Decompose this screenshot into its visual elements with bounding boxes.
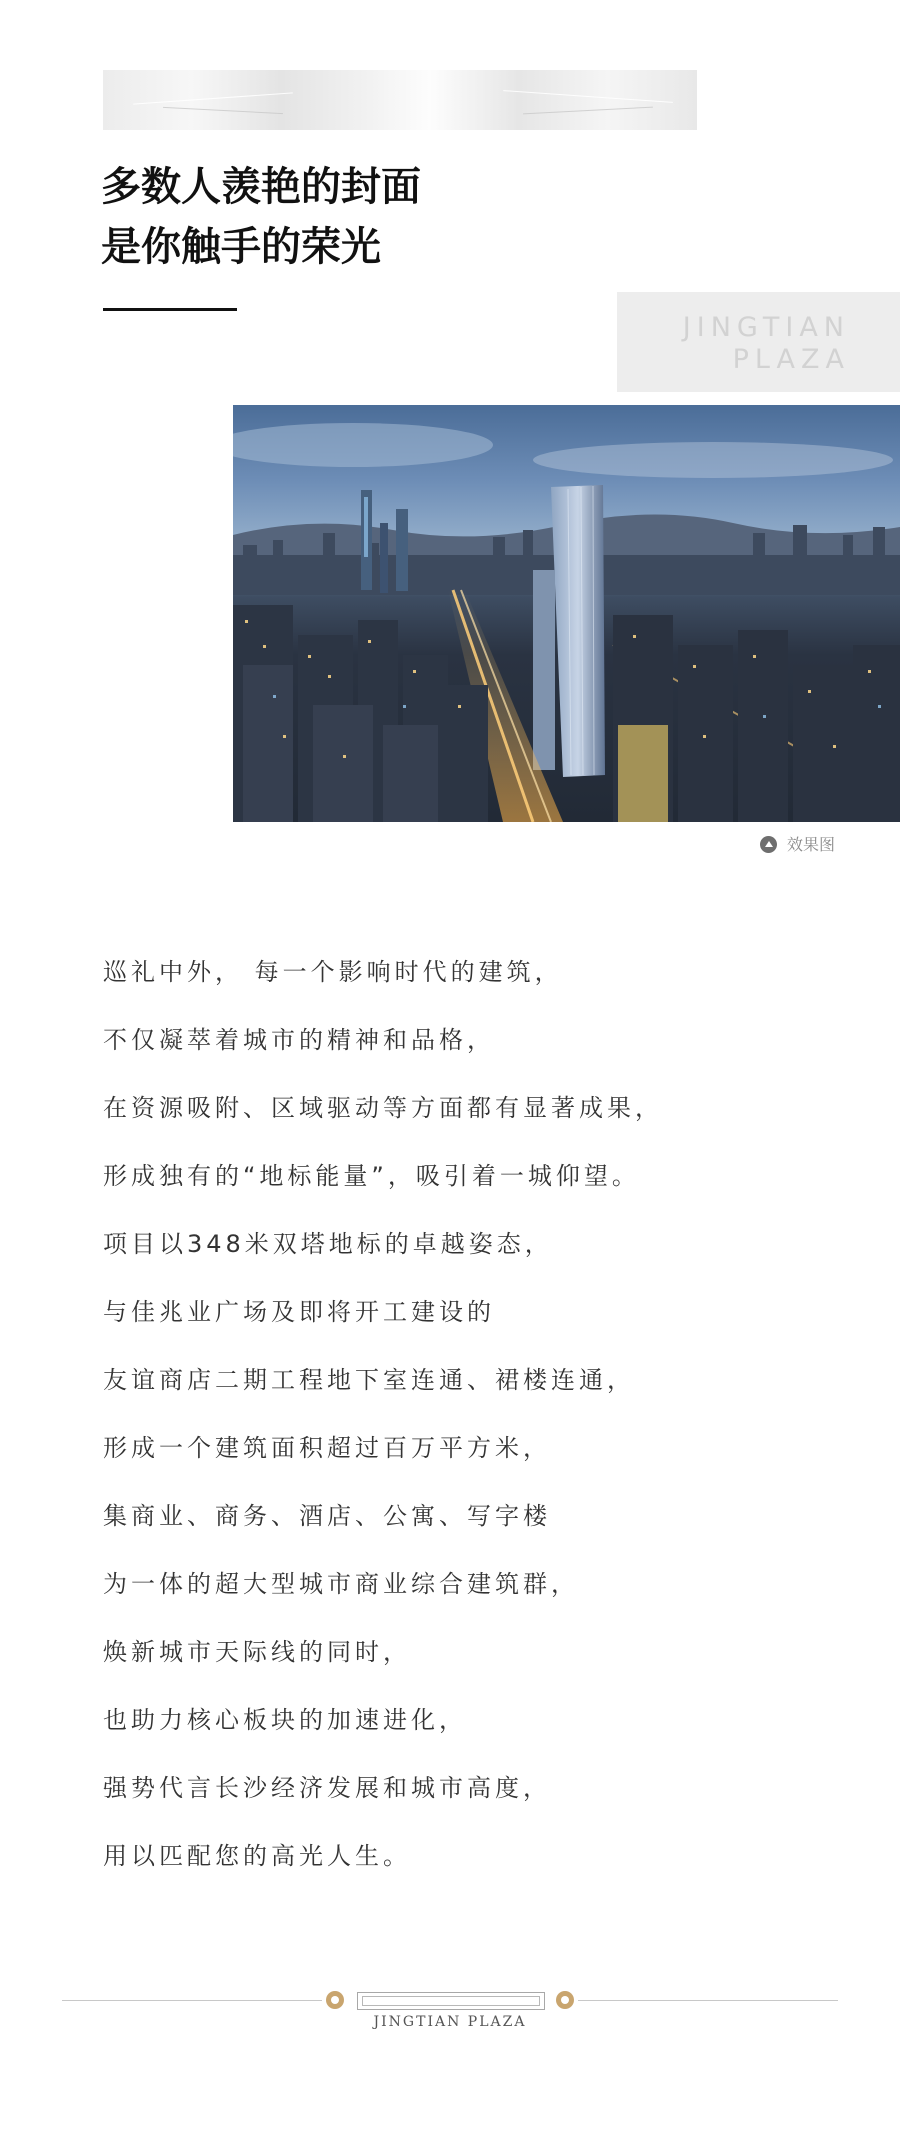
- footer-divider-left: [62, 2000, 322, 2001]
- body-line: 焕新城市天际线的同时，: [103, 1638, 411, 1666]
- footer-frame-ornament: [357, 1992, 545, 2010]
- body-line: 项目以348米双塔地标的卓越姿态，: [103, 1230, 553, 1258]
- brand-watermark: [617, 292, 900, 392]
- headline-line-2: 是你触手的荣光: [101, 224, 381, 270]
- brand-watermark-line-1: JINGTIAN: [682, 312, 850, 343]
- city-rendering-image: [233, 405, 900, 822]
- body-line: 形成一个建筑面积超过百万平方米，: [103, 1434, 551, 1462]
- footer-divider-right: [578, 2000, 838, 2001]
- body-line: 也助力核心板块的加速进化，: [103, 1706, 467, 1734]
- body-line: 强势代言长沙经济发展和城市高度，: [103, 1774, 551, 1802]
- image-caption-text: 效果图: [787, 835, 836, 854]
- body-line: 友谊商店二期工程地下室连通、裙楼连通，: [103, 1366, 635, 1394]
- title-underline: [103, 308, 237, 311]
- body-line: 用以匹配您的高光人生。: [103, 1842, 411, 1870]
- city-skyline-illustration: [233, 405, 900, 822]
- body-line: 不仅凝萃着城市的精神和品格，: [103, 1026, 495, 1054]
- body-line: 为一体的超大型城市商业综合建筑群，: [103, 1570, 579, 1598]
- body-line: 形成独有的“地标能量”，吸引着一城仰望。: [103, 1162, 640, 1190]
- triangle-icon: [760, 836, 777, 853]
- footer-ring-right-icon: [556, 1991, 574, 2009]
- footer-ring-left-icon: [326, 1991, 344, 2009]
- footer-brand: JINGTIAN PLAZA: [373, 2014, 527, 2030]
- body-line: 集商业、商务、酒店、公寓、写字楼: [103, 1502, 551, 1530]
- body-paragraph: [103, 952, 823, 1904]
- image-caption: [760, 832, 835, 855]
- body-line: 巡礼中外， 每一个影响时代的建筑，: [103, 958, 563, 986]
- body-line: 在资源吸附、区域驱动等方面都有显著成果，: [103, 1094, 663, 1122]
- body-line: 与佳兆业广场及即将开工建设的: [103, 1298, 495, 1326]
- brand-watermark-line-2: PLAZA: [732, 344, 850, 375]
- headline-line-1: 多数人羡艳的封面: [101, 164, 421, 210]
- page-title: [101, 157, 421, 277]
- top-banner-image: [103, 70, 697, 130]
